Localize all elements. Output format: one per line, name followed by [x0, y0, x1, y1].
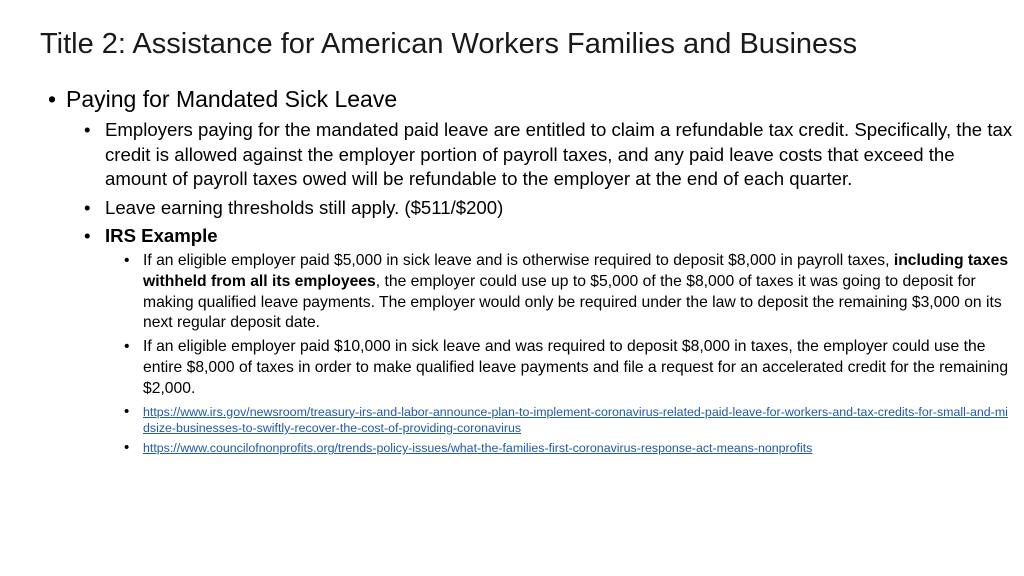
example-one-text-b: , the employer could use up to $5,000 of the $8,000 of taxes it was going to deposit for making qualified leave payments. The employer would only be required under the law to deposit the remaining $3,000 on its next regular deposit date. — [143, 272, 1002, 332]
irs-example-heading: IRS Example — [105, 225, 218, 247]
slide-title: Title 2: Assistance for American Workers Families and Business — [40, 28, 858, 60]
bullet-icon: • — [84, 196, 91, 218]
council-of-nonprofits-link[interactable]: https://www.councilofnonprofits.org/trends-policy-issues/what-the-families-first-coronavirus-response-act-means-nonprofits — [143, 441, 813, 456]
bullet-icon: • — [84, 119, 91, 140]
section-heading: Paying for Mandated Sick Leave — [66, 86, 398, 112]
example-one — [124, 251, 1014, 334]
example-two — [124, 337, 1014, 399]
bullet-thresholds — [84, 196, 1014, 221]
example-one-text-a: If an eligible employer paid $5,000 in sick leave and is otherwise required to deposit $8,000 in payroll taxes, — [143, 251, 894, 269]
thresholds-text: Leave earning thresholds still apply. ($511/$200) — [105, 196, 504, 218]
example-two-text: If an eligible employer paid $10,000 in sick leave and was required to deposit $8,000 in taxes, the employer could use the entire $8,000 of taxes in order to make qualified leave payments and file a request for an accelerated credit for the remaining $2,000. — [143, 338, 1009, 397]
irs-newsroom-link[interactable]: https://www.irs.gov/newsroom/treasury-irs-and-labor-announce-plan-to-implement-coronavirus-related-paid-leave-for-workers-and-tax-credits-for-small-and-midsize-businesses-to-swiftly-recover-the-cost-of-providing-coronavirus — [143, 404, 1008, 435]
bullet-icon: • — [84, 225, 91, 247]
irs-link-item — [124, 404, 1014, 437]
bullet-icon: • — [124, 402, 130, 420]
bullet-irs-example — [84, 224, 1014, 249]
bullet-paying-for-sick-leave — [48, 84, 1014, 114]
nonprofits-link-item — [124, 440, 1014, 456]
example-one-bold: including taxes withheld from all its employees — [143, 251, 1009, 290]
employers-credit-text: Employers paying for the mandated paid leave are entitled to claim a refundable tax credit. Specifically, the tax credit is allowed against the employer portion of payroll taxes, and any paid leave costs that exceed the amount of payroll taxes owed will be refundable to the employer at the end of each quarter. — [105, 119, 1013, 190]
slide-body — [48, 84, 1014, 457]
bullet-icon: • — [124, 251, 130, 269]
bullet-icon: • — [124, 338, 130, 356]
bullet-employers-credit — [84, 118, 1014, 192]
bullet-icon: • — [48, 86, 57, 112]
bullet-icon: • — [124, 439, 130, 457]
